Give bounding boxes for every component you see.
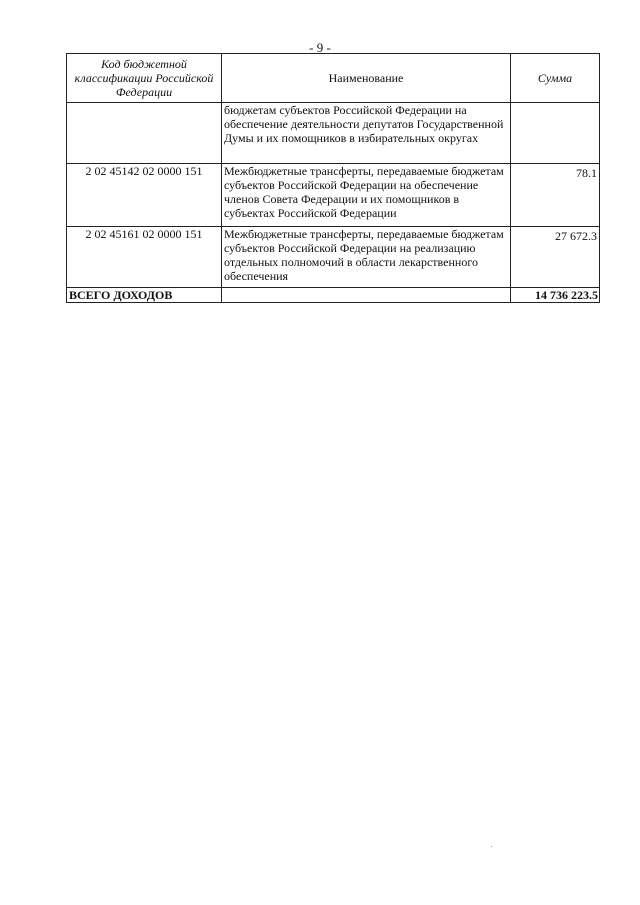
row-name: бюджетам субъектов Российской Федерации на обеспечение деятельности депутатов Государственной Думы и их помощников в избирательных округах xyxy=(222,103,511,164)
header-name: Наименование xyxy=(222,54,511,103)
header-sum: Сумма xyxy=(511,54,600,103)
total-sum: 14 736 223.5 xyxy=(511,288,600,303)
table-header-row xyxy=(67,54,600,103)
page-number: - 9 - xyxy=(309,40,331,55)
header-code: Код бюджетной классификации Российской Федерации xyxy=(67,54,222,103)
row-sum xyxy=(511,103,600,164)
row-code: 2 02 45161 02 0000 151 xyxy=(67,227,222,288)
total-label: ВСЕГО ДОХОДОВ xyxy=(67,288,222,303)
table-row xyxy=(67,164,600,227)
table-row xyxy=(67,227,600,288)
row-name: Межбюджетные трансферты, передаваемые бюджетам субъектов Российской Федерации на реализацию отдельных полномочий в области лекарственного обеспечения xyxy=(222,227,511,288)
total-name xyxy=(222,288,511,303)
budget-income-table xyxy=(66,53,600,303)
row-sum: 78.1 xyxy=(511,164,600,227)
row-code xyxy=(67,103,222,164)
scan-speck xyxy=(491,846,492,847)
row-sum: 27 672.3 xyxy=(511,227,600,288)
total-row xyxy=(67,288,600,303)
row-code: 2 02 45142 02 0000 151 xyxy=(67,164,222,227)
row-name: Межбюджетные трансферты, передаваемые бюджетам субъектов Российской Федерации на обеспечение членов Совета Федерации и их помощников в субъектах Российской Федерации xyxy=(222,164,511,227)
table-row xyxy=(67,103,600,164)
